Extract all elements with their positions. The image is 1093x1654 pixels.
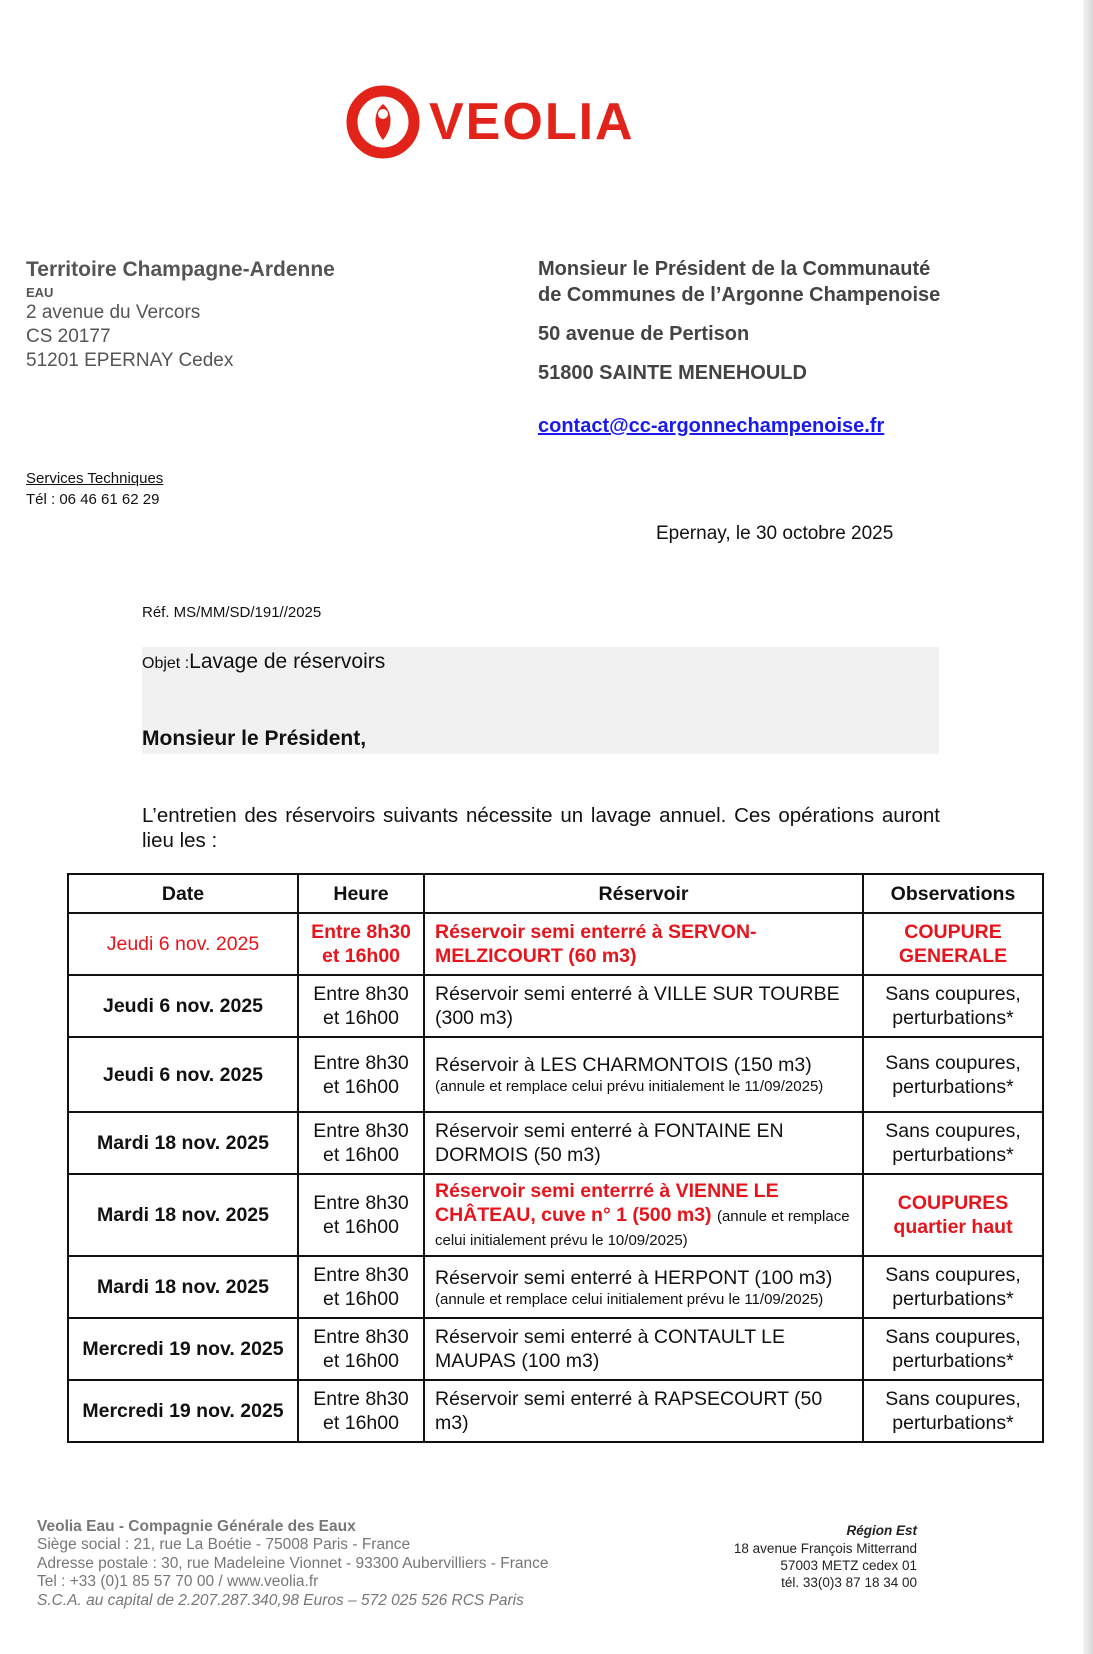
row-reservoir: Réservoir semi enterré à RAPSECOURT (50 m3) xyxy=(424,1380,863,1442)
row-reservoir-note: (annule et remplace celui initialement prévu le 11/09/2025) xyxy=(435,1290,824,1308)
footer-company: Veolia Eau - Compagnie Générale des Eaux xyxy=(37,1518,356,1535)
row-reservoir: Réservoir à LES CHARMONTOIS (150 m3) xyxy=(435,1054,812,1076)
object-label: Objet : xyxy=(142,655,190,672)
service-phone: Tél : 06 46 61 62 29 xyxy=(26,491,160,508)
table-row xyxy=(68,1380,1043,1442)
table-row xyxy=(68,913,1043,975)
header-reservoir: Réservoir xyxy=(424,874,863,913)
table-row xyxy=(68,1112,1043,1174)
intro-paragraph: L’entretien des réservoirs suivants nécessite un lavage annuel. Ces opérations auront lieu les : xyxy=(142,804,940,852)
table-row xyxy=(68,1037,1043,1112)
row-reservoir-cell xyxy=(424,1256,863,1318)
sender-address-line: CS 20177 xyxy=(26,326,111,347)
table-row xyxy=(68,975,1043,1037)
footer-region-address: 57003 METZ cedex 01 xyxy=(780,1558,917,1573)
header-observations: Observations xyxy=(863,874,1043,913)
row-observation: Sans coupures, perturbations* xyxy=(863,1380,1043,1442)
row-reservoir: Réservoir semi enterré à SERVON-MELZICOURT (60 m3) xyxy=(424,913,863,975)
row-date: Jeudi 6 nov. 2025 xyxy=(68,975,298,1037)
letter-reference: Réf. MS/MM/SD/191//2025 xyxy=(142,604,322,621)
footer-region-address: 18 avenue François Mitterrand xyxy=(733,1541,917,1556)
row-date: Mardi 18 nov. 2025 xyxy=(68,1112,298,1174)
row-time: Entre 8h30 et 16h00 xyxy=(298,1174,424,1256)
recipient-street: 50 avenue de Pertison xyxy=(538,323,750,345)
recipient-line1: Monsieur le Président de la Communauté xyxy=(538,258,931,280)
row-date: Mercredi 19 nov. 2025 xyxy=(68,1380,298,1442)
service-label: Services Techniques xyxy=(26,470,164,487)
table-row xyxy=(68,1318,1043,1380)
row-time: Entre 8h30 et 16h00 xyxy=(298,975,424,1037)
row-observation: COUPURE GENERALE xyxy=(863,913,1043,975)
page-edge xyxy=(1083,0,1093,1654)
sender-address-line: 2 avenue du Vercors xyxy=(26,302,201,323)
row-reservoir: Réservoir semi enterrré à VIENNE LE CHÂTEAU, cuve n° 1 (500 m3) xyxy=(435,1180,779,1226)
sender-subtitle: EAU xyxy=(26,285,54,300)
row-reservoir: Réservoir semi enterré à FONTAINE EN DORMOIS (50 m3) xyxy=(424,1112,863,1174)
row-time: Entre 8h30 et 16h00 xyxy=(298,1256,424,1318)
footer-legal: S.C.A. au capital de 2.207.287.340,98 Euros – 572 025 526 RCS Paris xyxy=(37,1592,524,1609)
row-observation: Sans coupures, perturbations* xyxy=(863,1256,1043,1318)
row-reservoir: Réservoir semi enterré à VILLE SUR TOURBE (300 m3) xyxy=(424,975,863,1037)
letter-object xyxy=(142,650,385,674)
header-time: Heure xyxy=(298,874,424,913)
sender-address-line: 51201 EPERNAY Cedex xyxy=(26,350,234,371)
row-time: Entre 8h30 et 16h00 xyxy=(298,913,424,975)
row-time: Entre 8h30 et 16h00 xyxy=(298,1318,424,1380)
sender-title: Territoire Champagne-Ardenne xyxy=(26,258,335,281)
row-observation: Sans coupures, perturbations* xyxy=(863,1037,1043,1112)
recipient-email-link[interactable]: contact@cc-argonnechampenoise.fr xyxy=(538,415,885,437)
row-reservoir-cell xyxy=(424,1037,863,1112)
footer-region: Région Est xyxy=(846,1523,917,1538)
salutation: Monsieur le Président, xyxy=(142,727,367,750)
row-date: Mercredi 19 nov. 2025 xyxy=(68,1318,298,1380)
object-text: Lavage de réservoirs xyxy=(189,650,386,673)
row-time: Entre 8h30 et 16h00 xyxy=(298,1112,424,1174)
row-reservoir-note: (annule et remplace celui prévu initialement le 11/09/2025) xyxy=(435,1078,824,1095)
row-date: Jeudi 6 nov. 2025 xyxy=(68,913,298,975)
table-row xyxy=(68,1256,1043,1318)
row-observation: Sans coupures, perturbations* xyxy=(863,1318,1043,1380)
row-observation: COUPURES quartier haut xyxy=(863,1174,1043,1256)
row-reservoir: Réservoir semi enterré à HERPONT (100 m3) xyxy=(435,1266,833,1289)
row-reservoir: Réservoir semi enterré à CONTAULT LE MAUPAS (100 m3) xyxy=(424,1318,863,1380)
footer-postal: Adresse postale : 30, rue Madeleine Vionnet - 93300 Aubervilliers - France xyxy=(37,1555,549,1572)
row-reservoir-cell xyxy=(424,1174,863,1256)
table-row xyxy=(68,1174,1043,1256)
row-reservoir-note: (annule et remplace celui initialement prévu le 10/09/2025) xyxy=(435,1208,850,1249)
recipient-city: 51800 SAINTE MENEHOULD xyxy=(538,362,807,384)
table-header-row xyxy=(68,874,1043,913)
row-date: Mardi 18 nov. 2025 xyxy=(68,1256,298,1318)
logo-wordmark: VEOLIA xyxy=(429,93,635,151)
footer-contact: Tel : +33 (0)1 85 57 70 00 / www.veolia.fr xyxy=(37,1573,319,1590)
row-observation: Sans coupures, perturbations* xyxy=(863,975,1043,1037)
header-date: Date xyxy=(68,874,298,913)
schedule-table xyxy=(67,873,1044,1443)
footer-region-phone: tél. 33(0)3 87 18 34 00 xyxy=(781,1575,917,1590)
row-date: Mardi 18 nov. 2025 xyxy=(68,1174,298,1256)
row-date: Jeudi 6 nov. 2025 xyxy=(68,1037,298,1112)
row-time: Entre 8h30 et 16h00 xyxy=(298,1037,424,1112)
letter-date: Epernay, le 30 octobre 2025 xyxy=(656,523,894,544)
veolia-logo-icon xyxy=(345,84,421,160)
recipient-line2: de Communes de l’Argonne Champenoise xyxy=(538,284,941,306)
row-time: Entre 8h30 et 16h00 xyxy=(298,1380,424,1442)
row-observation: Sans coupures, perturbations* xyxy=(863,1112,1043,1174)
veolia-logo xyxy=(345,82,635,162)
footer-seat: Siège social : 21, rue La Boétie - 75008 Paris - France xyxy=(37,1536,411,1553)
